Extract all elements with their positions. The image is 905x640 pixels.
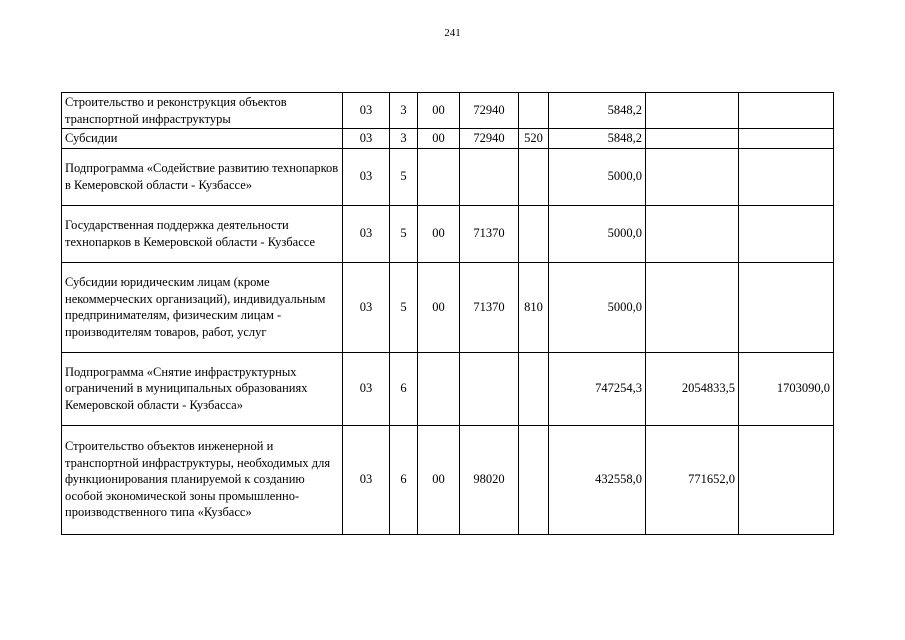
cell-amount-3 (739, 129, 834, 149)
cell-direction (460, 148, 519, 205)
cell-amount-2 (646, 205, 739, 262)
table-row (62, 205, 834, 262)
table-row (62, 93, 834, 129)
cell-expense-type (519, 352, 549, 425)
cell-amount-2 (646, 129, 739, 149)
cell-subprogram: 5 (390, 262, 418, 352)
cell-amount-1: 747254,3 (549, 352, 646, 425)
cell-amount-3 (739, 148, 834, 205)
cell-subprogram: 5 (390, 148, 418, 205)
cell-code: 00 (418, 205, 460, 262)
cell-amount-1: 5000,0 (549, 148, 646, 205)
cell-direction: 71370 (460, 262, 519, 352)
table-row (62, 352, 834, 425)
cell-expense-type (519, 205, 549, 262)
cell-section: 03 (343, 129, 390, 149)
cell-section: 03 (343, 262, 390, 352)
row-description: Подпрограмма «Содействие развитию технопарков в Кемеровской области - Кузбассе» (62, 148, 343, 205)
cell-code (418, 148, 460, 205)
cell-amount-3 (739, 425, 834, 534)
cell-amount-3 (739, 262, 834, 352)
cell-subprogram: 5 (390, 205, 418, 262)
cell-amount-3 (739, 93, 834, 129)
cell-direction (460, 352, 519, 425)
cell-section: 03 (343, 352, 390, 425)
table-row (62, 148, 834, 205)
cell-amount-1: 5848,2 (549, 129, 646, 149)
page-number: 241 (444, 27, 461, 39)
cell-expense-type (519, 148, 549, 205)
cell-amount-3 (739, 205, 834, 262)
cell-code: 00 (418, 129, 460, 149)
cell-amount-3: 1703090,0 (739, 352, 834, 425)
cell-section: 03 (343, 425, 390, 534)
cell-expense-type (519, 93, 549, 129)
cell-amount-2: 771652,0 (646, 425, 739, 534)
cell-subprogram: 3 (390, 93, 418, 129)
row-description: Строительство и реконструкция объектов транспортной инфраструктуры (62, 93, 343, 129)
row-description: Подпрограмма «Снятие инфраструктурных ограничений в муниципальных образованиях Кемеровской области - Кузбасса» (62, 352, 343, 425)
cell-amount-2 (646, 262, 739, 352)
cell-amount-1: 5000,0 (549, 205, 646, 262)
cell-subprogram: 6 (390, 352, 418, 425)
table-row (62, 425, 834, 534)
budget-table (61, 92, 834, 535)
cell-expense-type: 520 (519, 129, 549, 149)
cell-amount-2 (646, 148, 739, 205)
cell-code: 00 (418, 425, 460, 534)
cell-direction: 72940 (460, 129, 519, 149)
cell-code (418, 352, 460, 425)
cell-direction: 98020 (460, 425, 519, 534)
cell-code: 00 (418, 93, 460, 129)
cell-direction: 72940 (460, 93, 519, 129)
cell-amount-2 (646, 93, 739, 129)
cell-amount-1: 5848,2 (549, 93, 646, 129)
cell-amount-2: 2054833,5 (646, 352, 739, 425)
cell-direction: 71370 (460, 205, 519, 262)
cell-subprogram: 3 (390, 129, 418, 149)
row-description: Субсидии юридическим лицам (кроме некоммерческих организаций), индивидуальным предпринимателям, физическим лицам - производителям товаров, работ, услуг (62, 262, 343, 352)
cell-subprogram: 6 (390, 425, 418, 534)
cell-code: 00 (418, 262, 460, 352)
cell-expense-type: 810 (519, 262, 549, 352)
table-row (62, 129, 834, 149)
cell-amount-1: 5000,0 (549, 262, 646, 352)
cell-expense-type (519, 425, 549, 534)
row-description: Строительство объектов инженерной и транспортной инфраструктуры, необходимых для функционирования планируемой к созданию особой экономической зоны промышленно-производственного типа «Кузбасс» (62, 425, 343, 534)
cell-section: 03 (343, 205, 390, 262)
row-description: Субсидии (62, 129, 343, 149)
table-row (62, 262, 834, 352)
cell-amount-1: 432558,0 (549, 425, 646, 534)
cell-section: 03 (343, 93, 390, 129)
cell-section: 03 (343, 148, 390, 205)
row-description: Государственная поддержка деятельности технопарков в Кемеровской области - Кузбассе (62, 205, 343, 262)
